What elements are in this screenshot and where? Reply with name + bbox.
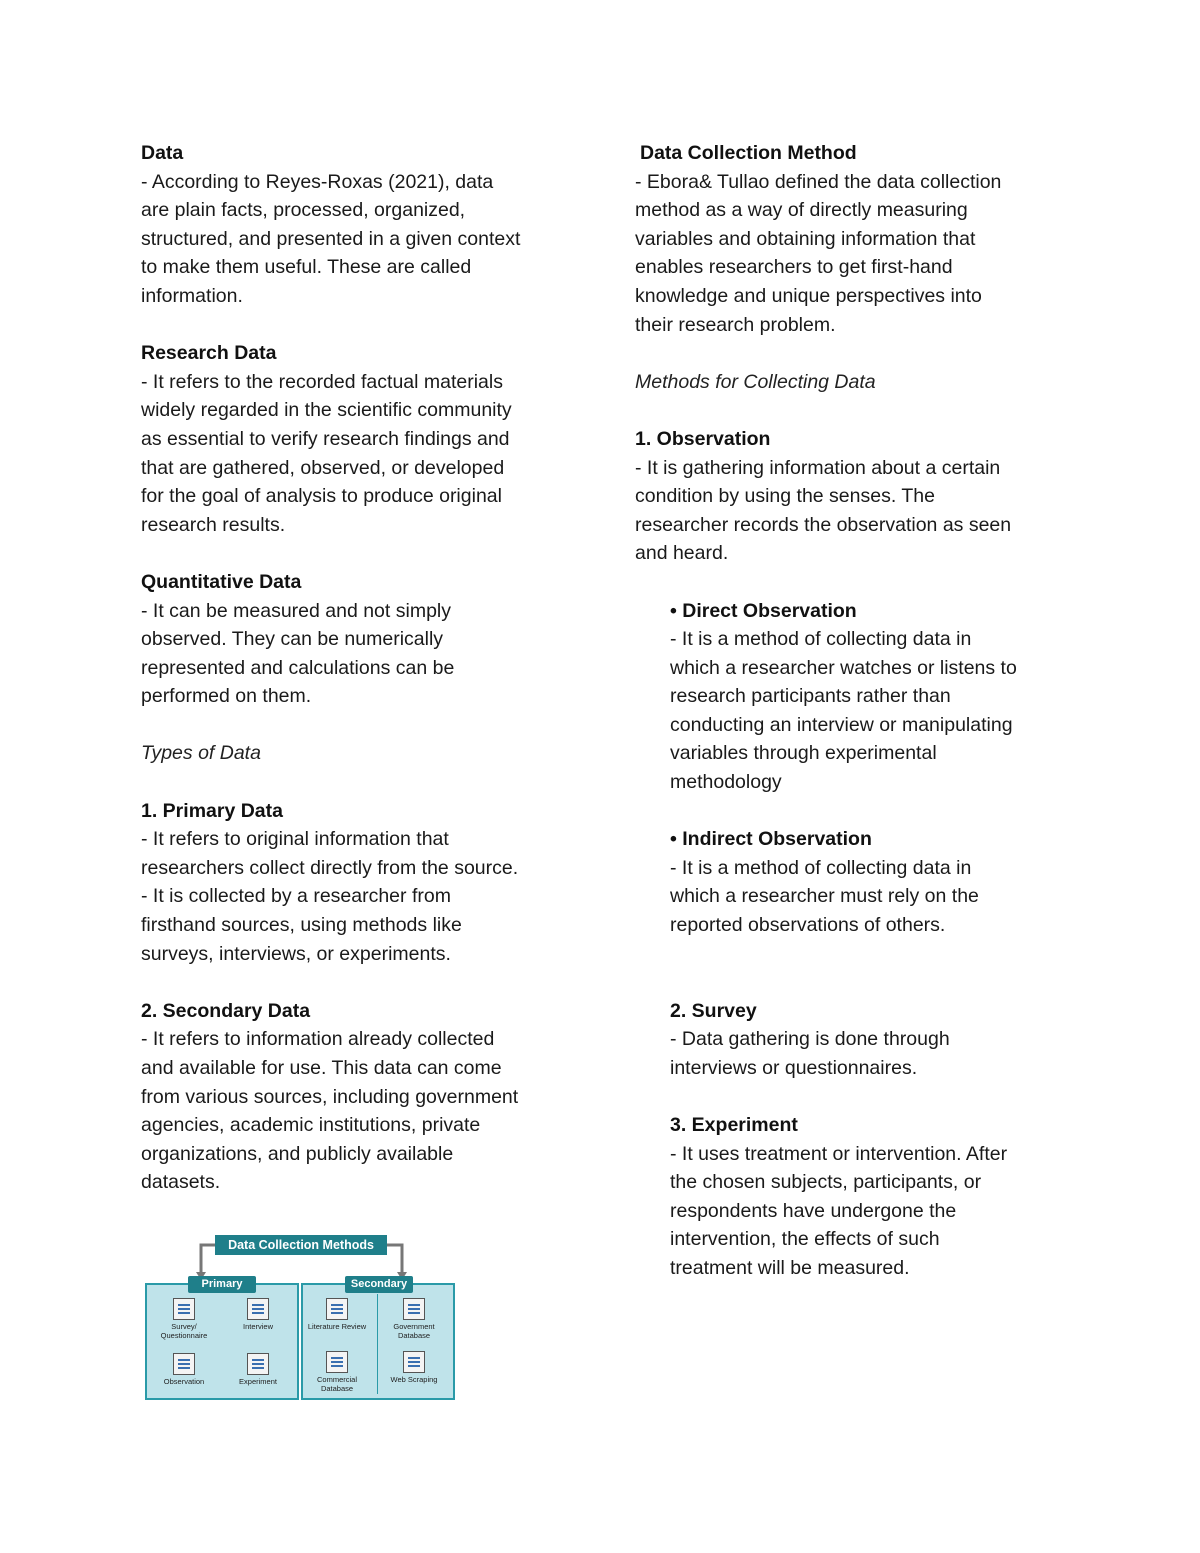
text-line: from various sources, including government (141, 1085, 519, 1108)
data-collection-method-definition (635, 168, 1075, 340)
government-database-item (379, 1298, 449, 1340)
experiment-label: Experiment (239, 1377, 277, 1386)
text-line: treatment will be measured. (670, 1256, 910, 1279)
questionnaire-icon (173, 1298, 195, 1320)
text-line: which a researcher must rely on the (670, 885, 979, 908)
right-column (635, 139, 1075, 1283)
text-line: enables researchers to get first-hand (635, 256, 953, 279)
heading-secondary-data: 2. Secondary Data (141, 999, 311, 1022)
literature-review-item (302, 1298, 372, 1331)
text-line: structured, and presented in a given context (141, 227, 521, 250)
text-line: - It is a method of collecting data in (670, 628, 972, 651)
heading-observation: 1. Observation (635, 427, 771, 450)
survey-item (149, 1298, 219, 1340)
left-column (141, 139, 571, 1197)
text-line: variables and obtaining information that (635, 227, 976, 250)
indirect-observation-definition (670, 854, 1075, 940)
text-line: and available for use. This data can come (141, 1057, 502, 1079)
experiment-item (223, 1353, 293, 1386)
heading-survey: 2. Survey (670, 999, 757, 1022)
text-line: widely regarded in the scientific community (141, 399, 512, 422)
experiment-icon (247, 1353, 269, 1375)
text-line: - It is gathering information about a certain (635, 456, 1001, 479)
text-line: - It is a method of collecting data in (670, 856, 972, 879)
data-collection-methods-diagram (145, 1232, 457, 1402)
web-icon (403, 1351, 425, 1373)
text-line: - Ebora& Tullao defined the data collection (635, 170, 1002, 193)
text-line: - It uses treatment or intervention. After (670, 1142, 1008, 1165)
commercial-database-label: Commercial Database (316, 1375, 357, 1393)
web-scraping-label: Web Scraping (390, 1375, 438, 1384)
text-line: performed on them. (141, 685, 312, 708)
book-icon (326, 1298, 348, 1320)
text-line: - According to Reyes-Roxas (2021), data (141, 170, 494, 193)
text-line: their research problem. (635, 313, 836, 336)
text-line: - It refers to the recorded factual materials (141, 370, 503, 393)
secondary-divider (377, 1294, 378, 1394)
text-line: conducting an interview or manipulating (670, 713, 1013, 736)
text-line: surveys, interviews, or experiments. (141, 942, 451, 965)
text-line: method as a way of directly measuring (635, 199, 968, 222)
heading-direct-observation: • Direct Observation (670, 599, 857, 622)
text-line: as essential to verify research findings and (141, 427, 510, 450)
text-line: the chosen subjects, participants, or (670, 1171, 982, 1194)
text-line: - It refers to information already collected (141, 1028, 495, 1051)
heading-indirect-observation: • Indirect Observation (670, 828, 872, 851)
text-line: agencies, academic institutions, private (141, 1114, 481, 1137)
observation-icon (173, 1353, 195, 1375)
interview-label: Interview (242, 1322, 273, 1331)
experiment-definition (670, 1140, 1075, 1283)
text-line: organizations, and publicly available (141, 1142, 454, 1165)
interview-icon (247, 1298, 269, 1320)
document-icon (403, 1298, 425, 1320)
text-line: research results. (141, 513, 286, 536)
government-database-label: Government Database (393, 1322, 435, 1340)
text-line: condition by using the senses. The (635, 485, 935, 508)
diagram-title: Data Collection Methods (215, 1235, 387, 1255)
text-line: - It is collected by a researcher from (141, 885, 451, 908)
text-line: reported observations of others. (670, 914, 946, 937)
text-line: knowledge and unique perspectives into (635, 284, 982, 307)
observation-definition (635, 454, 1075, 568)
text-line: and heard. (635, 542, 729, 565)
text-line: intervention, the effects of such (670, 1228, 940, 1251)
web-scraping-item (379, 1351, 449, 1384)
quantitative-data-definition (141, 597, 571, 711)
text-line: - Data gathering is done through (670, 1028, 950, 1051)
text-line: research participants rather than (670, 685, 951, 708)
heading-data: Data (141, 142, 184, 164)
text-line: datasets. (141, 1171, 221, 1194)
commercial-database-item (302, 1351, 372, 1393)
text-line: - It refers to original information that (141, 828, 449, 851)
text-line: researchers collect directly from the source. (141, 856, 519, 879)
observation-item (149, 1353, 219, 1386)
observation-label: Observation (163, 1377, 205, 1386)
database-icon (326, 1351, 348, 1373)
text-line: which a researcher watches or listens to (670, 656, 1017, 679)
heading-primary-data: 1. Primary Data (141, 799, 283, 822)
text-line: for the goal of analysis to produce original (141, 485, 502, 508)
secondary-tag: Secondary (345, 1276, 413, 1293)
text-line: methodology (670, 771, 782, 794)
heading-research-data: Research Data (141, 342, 277, 365)
survey-label: Survey/ Questionnaire (160, 1322, 208, 1340)
research-data-definition (141, 368, 571, 540)
text-line: that are gathered, observed, or developed (141, 456, 505, 479)
heading-experiment: 3. Experiment (670, 1114, 798, 1136)
data-definition (141, 168, 571, 311)
methods-for-collecting-data-title: Methods for Collecting Data (635, 370, 876, 393)
primary-tag: Primary (188, 1276, 256, 1293)
text-line: respondents have undergone the (670, 1199, 957, 1222)
heading-data-collection-method: Data Collection Method (640, 142, 857, 164)
text-line: represented and calculations can be (141, 656, 455, 679)
text-line: researcher records the observation as seen (635, 513, 1012, 536)
survey-definition (670, 1025, 1075, 1082)
text-line: variables through experimental (670, 742, 937, 765)
text-line: observed. They can be numerically (141, 628, 444, 651)
text-line: are plain facts, processed, organized, (141, 199, 466, 222)
text-line: information. (141, 284, 243, 307)
heading-quantitative-data: Quantitative Data (141, 570, 302, 593)
text-line: - It can be measured and not simply (141, 599, 451, 622)
secondary-data-definition (141, 1025, 571, 1197)
literature-review-label: Literature Review (307, 1322, 367, 1331)
text-line: to make them useful. These are called (141, 256, 472, 279)
types-of-data-title: Types of Data (141, 742, 261, 765)
primary-data-definition (141, 825, 571, 968)
direct-observation-definition (670, 625, 1075, 797)
interview-item (223, 1298, 293, 1331)
text-line: interviews or questionnaires. (670, 1056, 918, 1079)
text-line: firsthand sources, using methods like (141, 914, 462, 937)
